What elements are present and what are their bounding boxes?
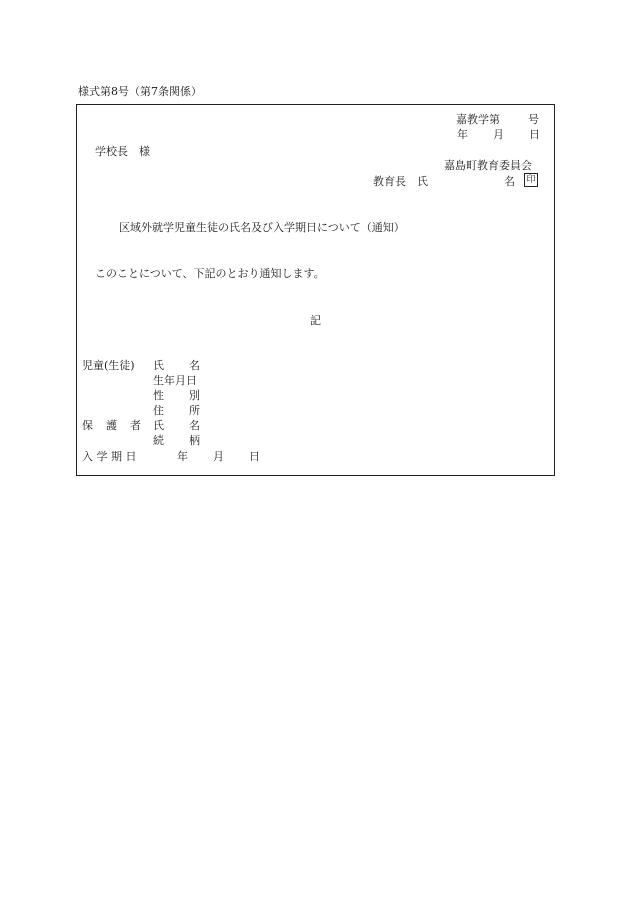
admission-heading: 入 学 期 日	[82, 450, 137, 463]
doc-number-prefix: 嘉教学第	[456, 113, 500, 126]
sender-title: 教育長 氏	[373, 175, 428, 188]
student-heading: 児童(生徒)	[82, 359, 135, 372]
ki-heading: 記	[310, 314, 321, 327]
guardian-heading-2: 護	[106, 419, 117, 432]
relation-label-1: 続	[153, 434, 164, 447]
seal-box: 印	[524, 173, 538, 187]
sender-name-label: 名	[504, 175, 515, 188]
student-name-label-2: 名	[189, 359, 200, 372]
sex-label-2: 別	[189, 389, 200, 402]
sender-organization: 嘉島町教育委員会	[444, 159, 532, 172]
admission-year: 年	[177, 450, 188, 463]
form-number-label: 様式第8号（第7条関係）	[78, 85, 202, 98]
doc-number-suffix: 号	[528, 113, 539, 126]
student-name-label-1: 氏	[153, 359, 164, 372]
date-month: 月	[493, 128, 504, 141]
guardian-name-label-1: 氏	[153, 419, 164, 432]
subject-line: 区域外就学児童生徒の氏名及び入学期日について（通知）	[119, 221, 405, 234]
recipient: 学校長 様	[95, 145, 150, 158]
guardian-name-label-2: 名	[189, 419, 200, 432]
date-day: 日	[529, 128, 540, 141]
relation-label-2: 柄	[189, 434, 200, 447]
admission-month: 月	[213, 450, 224, 463]
guardian-heading-1: 保	[82, 419, 93, 432]
birthdate-label: 生年月日	[153, 374, 197, 387]
date-year: 年	[457, 128, 468, 141]
guardian-heading-3: 者	[130, 419, 141, 432]
address-label-2: 所	[189, 404, 200, 417]
address-label-1: 住	[153, 404, 164, 417]
body-text: このことについて、下記のとおり通知します。	[95, 267, 325, 280]
admission-day: 日	[249, 450, 260, 463]
sex-label-1: 性	[153, 389, 164, 402]
